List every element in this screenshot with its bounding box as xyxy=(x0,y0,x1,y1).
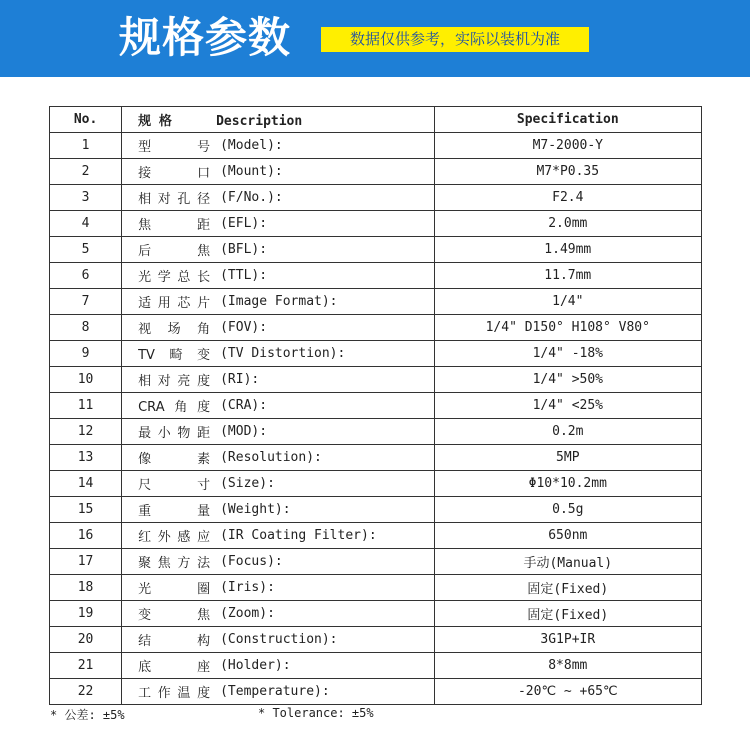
description-en: (F/No.): xyxy=(220,190,283,205)
disclaimer-note: 数据仅供参考，实际以装机为准 xyxy=(321,27,589,52)
description-cn: 最小物距 xyxy=(138,426,211,441)
row-specification: Φ10*10.2mm xyxy=(434,471,701,497)
spec-table xyxy=(49,106,702,705)
row-specification: -20℃ ~ +65℃ xyxy=(434,679,701,705)
row-specification: M7-2000-Y xyxy=(434,133,701,159)
description-cn: 型号 xyxy=(138,140,211,155)
row-specification: 1/4" -18% xyxy=(434,341,701,367)
description-en: (TV Distortion): xyxy=(220,346,346,361)
table-row xyxy=(50,367,702,393)
page-title: 规格参数 xyxy=(119,13,292,62)
description-en: (Construction): xyxy=(220,632,338,647)
description-cn: 变焦 xyxy=(138,608,211,623)
row-number: 20 xyxy=(50,627,122,653)
row-description xyxy=(122,289,434,315)
description-cn: 红外感应 xyxy=(138,530,211,545)
description-cn: 后焦 xyxy=(138,244,211,259)
description-en: (Holder): xyxy=(220,658,291,673)
row-description xyxy=(122,133,434,159)
row-description xyxy=(122,523,434,549)
description-en: (Mount): xyxy=(220,164,283,179)
row-description xyxy=(122,315,434,341)
description-cn: 适用芯片 xyxy=(138,296,211,311)
row-specification: 0.5g xyxy=(434,497,701,523)
row-number: 14 xyxy=(50,471,122,497)
row-number: 10 xyxy=(50,367,122,393)
table-row xyxy=(50,523,702,549)
row-number: 22 xyxy=(50,679,122,705)
row-description xyxy=(122,549,434,575)
row-specification: 固定(Fixed) xyxy=(434,575,701,601)
row-specification: 2.0mm xyxy=(434,211,701,237)
table-row xyxy=(50,341,702,367)
description-en: (MOD): xyxy=(220,424,268,439)
description-en: (Resolution): xyxy=(220,450,322,465)
description-en: (BFL): xyxy=(220,242,268,257)
description-en: (Size): xyxy=(220,476,275,491)
row-specification: 1/4" >50% xyxy=(434,367,701,393)
description-cn: 像素 xyxy=(138,452,211,467)
header-description-en: Description xyxy=(216,114,303,129)
description-cn: 焦距 xyxy=(138,218,211,233)
row-number: 13 xyxy=(50,445,122,471)
table-row xyxy=(50,315,702,341)
description-en: (IR Coating Filter): xyxy=(220,528,377,543)
description-cn: TV畸变 xyxy=(138,348,211,363)
row-specification: 1/4" xyxy=(434,289,701,315)
row-specification: 0.2m xyxy=(434,419,701,445)
description-en: (Image Format): xyxy=(220,294,338,309)
table-row xyxy=(50,445,702,471)
row-specification: 1.49mm xyxy=(434,237,701,263)
row-number: 8 xyxy=(50,315,122,341)
row-description xyxy=(122,211,434,237)
table-row xyxy=(50,471,702,497)
table-row xyxy=(50,237,702,263)
row-description xyxy=(122,393,434,419)
table-row xyxy=(50,263,702,289)
table-row xyxy=(50,159,702,185)
description-cn: 工作温度 xyxy=(138,686,211,701)
row-description xyxy=(122,575,434,601)
footer-tolerance-en: * Tolerance: ±5% xyxy=(258,706,374,720)
table-row xyxy=(50,549,702,575)
description-en: (EFL): xyxy=(220,216,268,231)
row-description xyxy=(122,497,434,523)
row-number: 7 xyxy=(50,289,122,315)
row-number: 9 xyxy=(50,341,122,367)
row-specification: 3G1P+IR xyxy=(434,627,701,653)
row-specification: 1/4" D150° H108° V80° xyxy=(434,315,701,341)
description-cn: 光学总长 xyxy=(138,270,211,285)
table-row xyxy=(50,393,702,419)
table-row xyxy=(50,185,702,211)
description-cn: 光圈 xyxy=(138,582,211,597)
table-row xyxy=(50,419,702,445)
row-description xyxy=(122,367,434,393)
row-description xyxy=(122,263,434,289)
row-description xyxy=(122,341,434,367)
description-en: (Temperature): xyxy=(220,684,330,699)
description-en: (TTL): xyxy=(220,268,268,283)
row-specification: M7*P0.35 xyxy=(434,159,701,185)
row-number: 16 xyxy=(50,523,122,549)
row-description xyxy=(122,653,434,679)
row-number: 3 xyxy=(50,185,122,211)
header-specification: Specification xyxy=(434,107,701,133)
description-cn: 尺寸 xyxy=(138,478,211,493)
header-banner xyxy=(0,0,750,77)
row-number: 15 xyxy=(50,497,122,523)
row-number: 5 xyxy=(50,237,122,263)
description-en: (RI): xyxy=(220,372,260,387)
row-specification: 11.7mm xyxy=(434,263,701,289)
table-row xyxy=(50,575,702,601)
description-en: (FOV): xyxy=(220,320,268,335)
description-en: (Zoom): xyxy=(220,606,275,621)
row-description xyxy=(122,419,434,445)
description-cn: 重量 xyxy=(138,504,211,519)
header-description-cn: 规 格 xyxy=(138,114,172,129)
row-description xyxy=(122,159,434,185)
table-row xyxy=(50,133,702,159)
row-description xyxy=(122,627,434,653)
table-row xyxy=(50,497,702,523)
table-row xyxy=(50,653,702,679)
table-row xyxy=(50,679,702,705)
row-number: 11 xyxy=(50,393,122,419)
header-description xyxy=(122,107,434,133)
description-cn: 相对亮度 xyxy=(138,374,211,389)
row-specification: 8*8mm xyxy=(434,653,701,679)
row-specification: F2.4 xyxy=(434,185,701,211)
description-cn: CRA角度 xyxy=(138,400,211,415)
row-specification: 手动(Manual) xyxy=(434,549,701,575)
row-number: 4 xyxy=(50,211,122,237)
row-number: 6 xyxy=(50,263,122,289)
table-row xyxy=(50,289,702,315)
description-cn: 接口 xyxy=(138,166,211,181)
description-en: (Weight): xyxy=(220,502,291,517)
description-en: (CRA): xyxy=(220,398,268,413)
description-cn: 结构 xyxy=(138,634,211,649)
header-no: No. xyxy=(50,107,122,133)
row-specification: 固定(Fixed) xyxy=(434,601,701,627)
table-row xyxy=(50,627,702,653)
description-cn: 相对孔径 xyxy=(138,192,211,207)
description-en: (Focus): xyxy=(220,554,283,569)
row-number: 1 xyxy=(50,133,122,159)
row-number: 17 xyxy=(50,549,122,575)
row-description xyxy=(122,185,434,211)
row-number: 18 xyxy=(50,575,122,601)
row-specification: 5MP xyxy=(434,445,701,471)
row-description xyxy=(122,601,434,627)
row-number: 21 xyxy=(50,653,122,679)
description-cn: 聚焦方法 xyxy=(138,556,211,571)
table-row xyxy=(50,601,702,627)
table-row xyxy=(50,211,702,237)
spec-table-body xyxy=(50,133,702,705)
row-number: 2 xyxy=(50,159,122,185)
row-specification: 1/4" <25% xyxy=(434,393,701,419)
table-header-row xyxy=(50,107,702,133)
description-cn: 底座 xyxy=(138,660,211,675)
row-specification: 650nm xyxy=(434,523,701,549)
row-number: 19 xyxy=(50,601,122,627)
row-description xyxy=(122,237,434,263)
row-description xyxy=(122,679,434,705)
description-en: (Iris): xyxy=(220,580,275,595)
row-description xyxy=(122,471,434,497)
row-description xyxy=(122,445,434,471)
footer-tolerance-cn: * 公差: ±5% xyxy=(50,708,125,722)
description-cn: 视场角 xyxy=(138,322,211,337)
row-number: 12 xyxy=(50,419,122,445)
description-en: (Model): xyxy=(220,138,283,153)
